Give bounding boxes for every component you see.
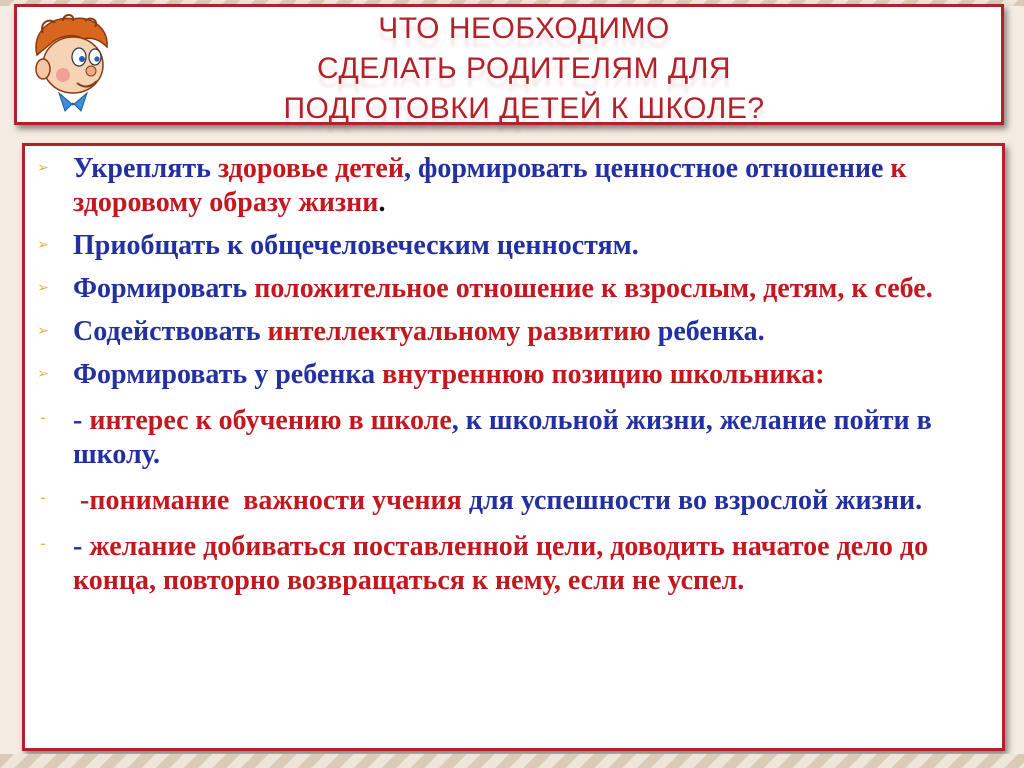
dash-bullet-icon: - xyxy=(40,488,46,507)
title-line-3: ПОДГОТОВКИ ДЕТЕЙ К ШКОЛЕ? xyxy=(283,92,765,125)
dash-bullet-icon: - xyxy=(40,534,46,553)
list-item xyxy=(25,272,1002,306)
dash-bullet-icon: - xyxy=(40,408,46,427)
list-item xyxy=(25,404,1002,472)
text-segment: интерес к обучению в школе xyxy=(89,405,452,436)
text-segment: , к школьной жизни, желание пойти в школу. xyxy=(73,405,932,470)
title-line-2: СДЕЛАТЬ РОДИТЕЛЯМ ДЛЯ xyxy=(316,52,732,85)
item-text xyxy=(73,315,982,349)
item-text xyxy=(73,229,982,263)
item-text xyxy=(73,530,982,598)
list-item xyxy=(25,484,1002,518)
text-segment: Формировать у ребенка xyxy=(73,359,383,390)
text-segment: - xyxy=(73,485,90,516)
item-text xyxy=(73,358,982,392)
item-text xyxy=(73,152,982,220)
text-segment: Приобщать к общечеловеческим ценностям. xyxy=(73,230,639,261)
arrow-bullet-icon: ➢ xyxy=(37,160,49,176)
text-segment: Содействовать xyxy=(73,316,268,347)
list-item xyxy=(25,152,1002,220)
item-text xyxy=(73,272,982,306)
text-segment: Формировать xyxy=(73,273,255,304)
text-segment: понимание важности учения xyxy=(89,485,462,516)
page-title xyxy=(197,9,851,129)
text-segment: , формировать ценностное отношение xyxy=(403,153,891,184)
text-segment: - xyxy=(73,405,90,436)
arrow-bullet-icon: ➢ xyxy=(37,323,49,339)
bottom-stripe xyxy=(0,754,1024,768)
text-segment: к здоровому образу жизни xyxy=(73,153,907,218)
bullet-list xyxy=(25,152,1002,598)
text-segment: желание добиваться поставленной цели, доводить начатое дело до конца, повторно возвращаться к нему, если не успел. xyxy=(73,531,929,596)
arrow-bullet-icon: ➢ xyxy=(37,237,49,253)
arrow-bullet-icon: ➢ xyxy=(37,366,49,382)
list-item xyxy=(25,229,1002,263)
item-text xyxy=(73,484,982,518)
content-box xyxy=(22,143,1005,751)
title-box xyxy=(14,4,1004,125)
text-segment: . xyxy=(378,187,386,218)
text-segment: внутреннюю позицию школьника: xyxy=(382,359,825,390)
arrow-bullet-icon: ➢ xyxy=(37,280,49,296)
list-item xyxy=(25,358,1002,392)
text-segment: интеллектуальному развитию xyxy=(267,316,651,347)
text-segment: для успешности во взрослой жизни. xyxy=(461,485,923,516)
text-segment: положительное отношение к взрослым, детям, к себе. xyxy=(254,273,933,304)
boy-mascot-icon xyxy=(29,13,115,113)
list-item xyxy=(25,530,1002,598)
text-segment: Укреплять xyxy=(73,153,218,184)
item-text xyxy=(73,404,982,472)
text-segment: ребенка. xyxy=(650,316,765,347)
list-item xyxy=(25,315,1002,349)
text-segment: здоровье детей xyxy=(217,153,404,184)
text-segment: - xyxy=(73,531,90,562)
title-line-1: ЧТО НЕОБХОДИМО xyxy=(378,12,670,45)
